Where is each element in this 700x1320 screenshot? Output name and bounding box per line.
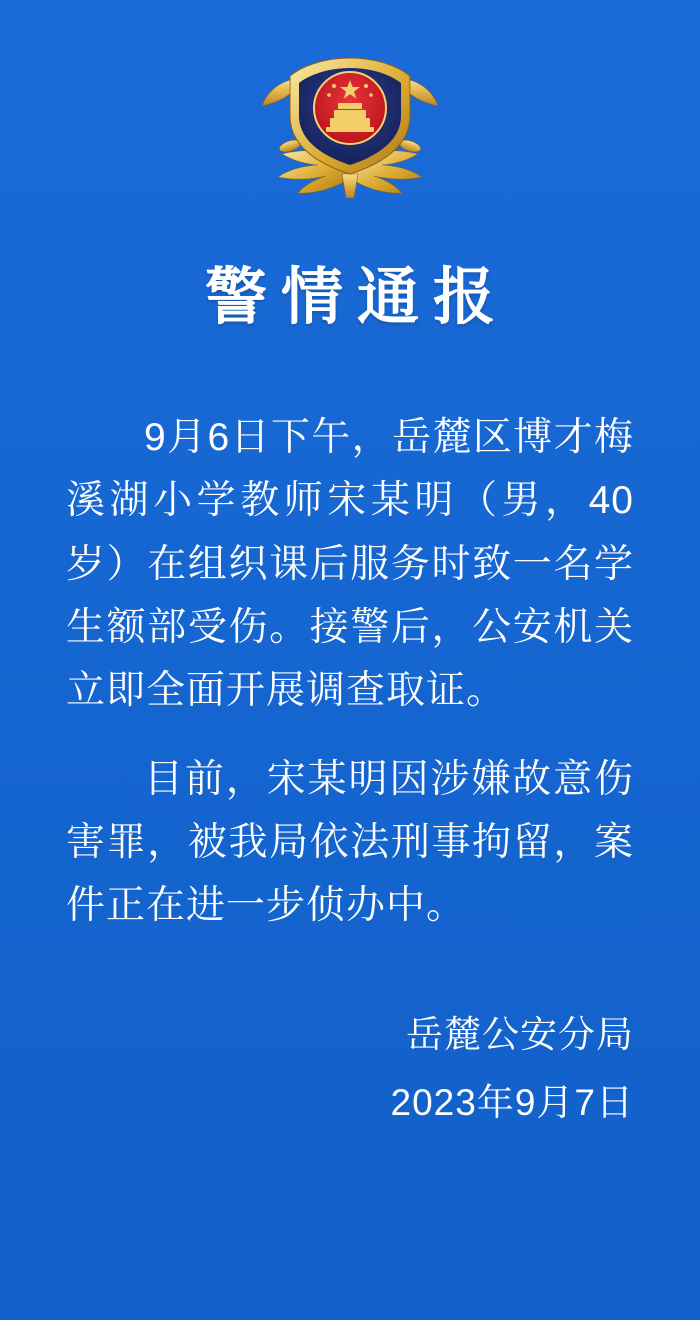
notice-body — [66, 406, 634, 937]
police-badge-emblem — [230, 46, 470, 206]
signature-issuer: 岳麓公安分局 — [406, 1014, 634, 1055]
signature-block — [114, 1005, 634, 1133]
notice-paragraph-1: 9月6日下午，岳麓区博才梅溪湖小学教师宋某明（男，40岁）在组织课后服务时致一名学生额部受伤。接警后，公安机关立即全面开展调查取证。 — [66, 416, 634, 712]
page-title: 警情通报 — [204, 264, 509, 332]
notice-paragraph-2: 目前，宋某明因涉嫌故意伤害罪，被我局依法刑事拘留，案件正在进一步侦办中。 — [66, 758, 634, 928]
signature-date: 2023年9月7日 — [390, 1081, 634, 1123]
